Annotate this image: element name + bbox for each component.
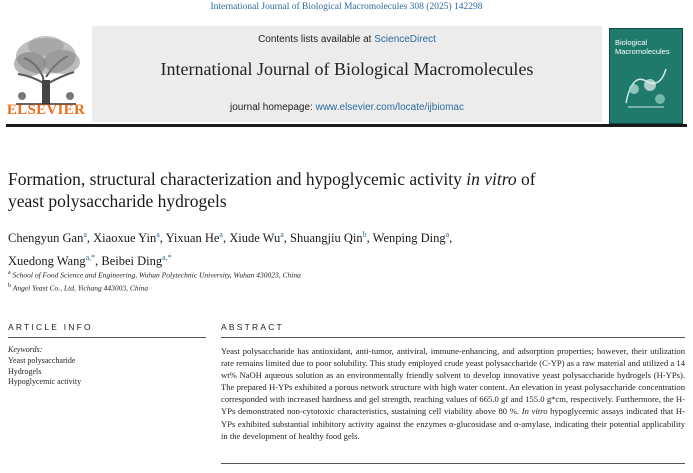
keyword-item: Hydrogels xyxy=(8,366,42,376)
journal-banner xyxy=(92,26,602,122)
author-sep: , xyxy=(366,231,373,246)
abstract-part1: Yeast polysaccharide has antioxidant, anti-tumor, antiviral, immune-enhancing, and adsorption properties; however, their utilization rate remains limited due to poor solubility. This study employed crude yeast polysaccharide (C-YP) as a raw material and utilized a 14 wt% NaOH aqueous solution as an environmentally friendly solvent to develop innovative yeast polysaccharide hydrogels (H-YPs). The prepared H-YPs exhibited a porous network structure with high water content. An elevation in yeast polysaccharide concentration corresponded with increased hardness and gel strength, reaching values of 665.0 gf and 155.0 g*cm, respectively. Furthermore, the H-YPs demonstrated non-cytotoxic characteristics, sustaining cell viability above 80 %. xyxy=(221,346,685,417)
homepage-link[interactable]: www.elsevier.com/locate/ijbiomac xyxy=(315,102,464,113)
homepage-line xyxy=(92,102,602,113)
author-name[interactable]: Xiaoxue Yin xyxy=(93,231,157,246)
keyword-item: Hypoglycemic activity xyxy=(8,377,82,386)
cover-title-line1: Biological xyxy=(615,38,648,47)
title-italic: in vitro xyxy=(466,169,517,189)
affiliation-text: Angel Yeast Co., Ltd, Yichang 443003, China xyxy=(12,283,149,292)
affiliation-mark: a xyxy=(8,270,11,276)
sciencedirect-link[interactable]: ScienceDirect xyxy=(374,34,436,45)
title-main: Formation, structural characterization and hypoglycemic activity xyxy=(8,169,467,189)
cover-title xyxy=(615,39,670,56)
affiliation-item xyxy=(8,281,668,294)
keyword-list xyxy=(8,356,81,388)
author-affil-mark[interactable]: a,* xyxy=(162,253,172,263)
elsevier-wordmark[interactable]: ELSEVIER xyxy=(6,102,86,118)
abstract-italic: In vitro xyxy=(521,406,548,417)
contents-line xyxy=(92,34,602,45)
author-sep: , xyxy=(222,231,230,246)
author-name[interactable]: Xuedong Wang xyxy=(8,254,86,269)
author-name[interactable]: Shuangjiu Qin xyxy=(290,231,363,246)
affiliation-text: School of Food Science and Engineering, Wuhan Polytechnic University, Wuhan 430023, China xyxy=(12,270,301,280)
author-sep: , xyxy=(449,231,453,246)
title-tail: of xyxy=(516,169,536,189)
author-affil-mark[interactable]: a xyxy=(219,230,223,239)
author-affil-mark[interactable]: b xyxy=(362,230,367,239)
article-title xyxy=(8,168,668,212)
author-affil-mark[interactable]: a,* xyxy=(85,253,96,263)
abstract-part2: hypoglycemic assays indicated that H-YPs exhibited substantial inhibitory activity against the enzymes α-glucosidase and α-amylase, indicating their potential applicability in the development of healthy food gels. xyxy=(221,406,685,441)
abstract-text xyxy=(221,345,685,442)
journal-name: International Journal of Biological Macromolecules xyxy=(160,59,534,79)
abstract-bottom-divider xyxy=(221,463,685,464)
author-name[interactable]: Beibei Ding xyxy=(101,254,163,269)
cover-molecule-graphic xyxy=(620,63,672,113)
article-info-heading: ARTICLE INFO xyxy=(8,322,93,332)
affiliation-mark: b xyxy=(8,282,11,289)
author-sep: , xyxy=(86,231,94,246)
cover-title-line2: Macromolecules xyxy=(615,46,670,56)
author-sep: , xyxy=(283,231,291,246)
author-name[interactable]: Xiude Wu xyxy=(229,231,281,246)
journal-citation[interactable]: International Journal of Biological Macromolecules 308 (2025) 142298 xyxy=(210,2,483,12)
contents-prefix: Contents lists available at xyxy=(258,34,375,45)
author-affil-mark[interactable]: a xyxy=(445,230,450,239)
journal-header xyxy=(6,24,687,122)
author-affil-mark[interactable]: a xyxy=(156,230,160,239)
author-name[interactable]: Yixuan He xyxy=(165,231,220,246)
keyword-item: Yeast polysaccharide xyxy=(8,356,76,365)
author-sep: , xyxy=(95,254,102,269)
author-affil-mark[interactable]: a xyxy=(83,230,87,239)
journal-cover-thumbnail[interactable] xyxy=(609,28,683,124)
author-affil-mark[interactable]: a xyxy=(280,230,284,239)
abstract-divider xyxy=(221,337,685,338)
homepage-prefix: journal homepage: xyxy=(229,102,316,113)
header-divider xyxy=(6,124,687,127)
keywords-label: Keywords: xyxy=(8,345,43,354)
affiliations xyxy=(8,268,668,293)
affiliation-item xyxy=(8,268,668,281)
author-name[interactable]: Wenping Ding xyxy=(372,231,446,246)
title-line2: yeast polysaccharide hydrogels xyxy=(8,191,227,211)
author-sep: , xyxy=(159,231,166,246)
abstract-heading: ABSTRACT xyxy=(221,322,284,332)
author-name[interactable]: Chengyun Gan xyxy=(8,231,84,246)
author-list xyxy=(8,225,668,271)
article-info-divider xyxy=(8,337,206,338)
